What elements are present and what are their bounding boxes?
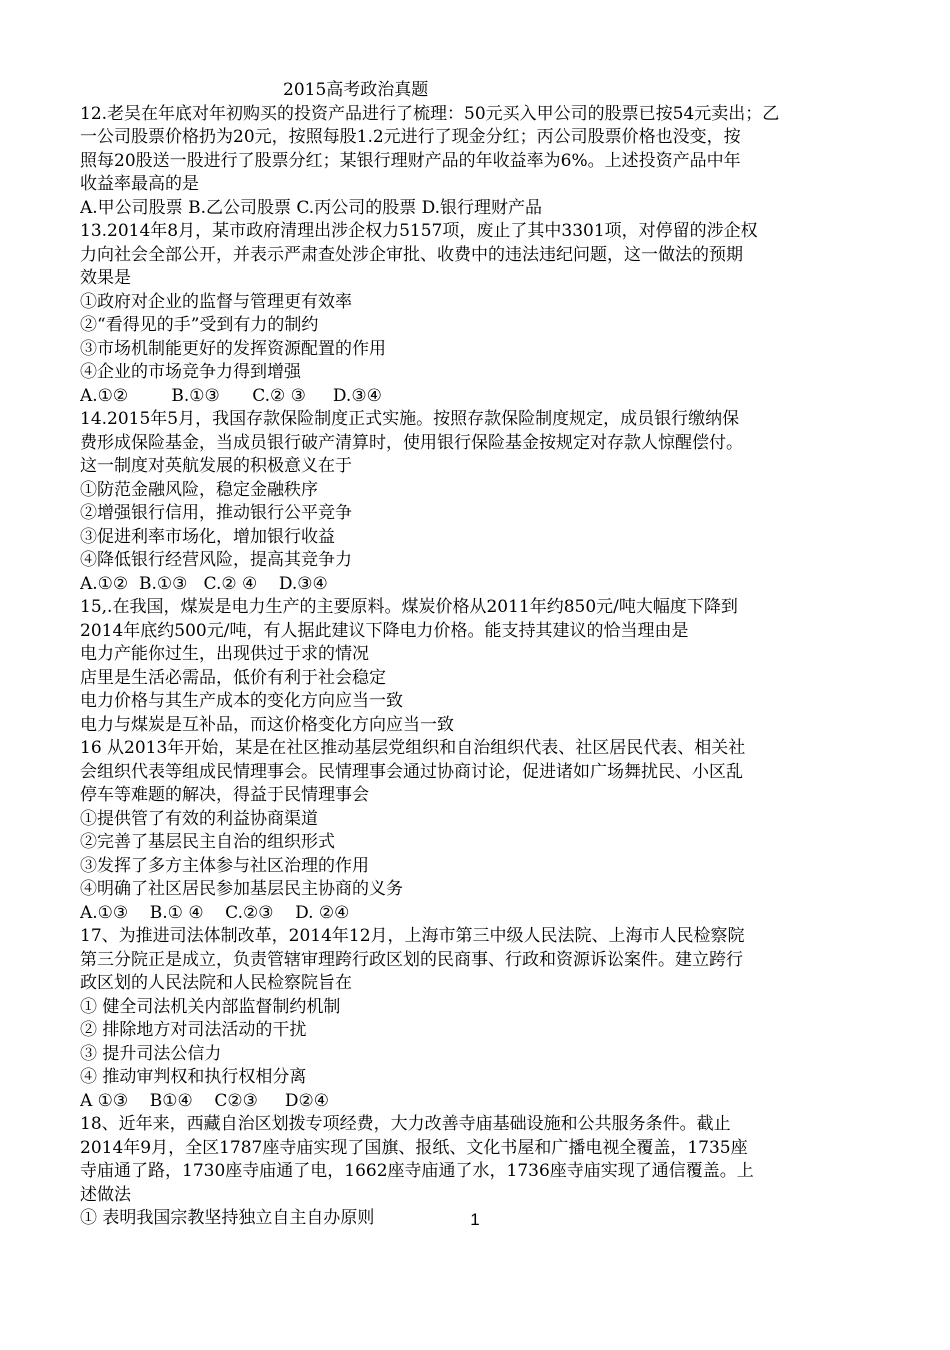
text-line: ④ 推动审判权和执行权相分离: [80, 1067, 307, 1087]
text-line: 费形成保险基金，当成员银行破产清算时，使用银行保险基金按规定对存款人惊醒偿付。: [80, 432, 743, 453]
text-line: ②完善了基层民主自治的组织形式: [80, 832, 335, 852]
text-line: 16 从2013年开始，某是在社区推动基层党组织和自治组织代表、社区居民代表、相关社: [80, 738, 746, 758]
document-body: [80, 79, 880, 1231]
text-line: 15,.在我国，煤炭是电力生产的主要原料。煤炭价格从2011年约850元/吨大幅度下降到: [80, 597, 738, 617]
text-line: 政区划的人民法院和人民检察院旨在: [80, 973, 352, 993]
text-line: 会组织代表等组成民情理事会。民情理事会通过协商讨论，促进诸如广场舞扰民、小区乱: [80, 761, 743, 782]
text-line: ③市场机制能更好的发挥资源配置的作用: [80, 338, 386, 359]
text-line: A.甲公司股票 B.乙公司股票 C.丙公司的股票 D.银行理财产品: [80, 197, 543, 218]
text-line: ①提供管了有效的利益协商渠道: [80, 808, 318, 829]
text-line: ③促进利率市场化，增加银行收益: [80, 526, 335, 547]
text-line: 力向社会全部公开，并表示严肃查处涉企审批、收费中的违法违纪问题，这一做法的预期: [80, 244, 743, 265]
text-line: ①政府对企业的监督与管理更有效率: [80, 291, 352, 312]
text-line: ③发挥了多方主体参与社区治理的作用: [80, 855, 369, 876]
text-line: 寺庙通了路，1730座寺庙通了电，1662座寺庙通了水，1736座寺庙实现了通信覆盖。上: [80, 1161, 754, 1181]
text-line: 2014年9月，全区1787座寺庙实现了国旗、报纸、文化书屋和广播电视全覆盖，1735座: [80, 1137, 748, 1158]
text-line: 第三分院正是成立，负责管辖审理跨行政区划的民商事、行政和资源诉讼案件。建立跨行: [80, 949, 743, 970]
page-number: 1: [470, 1210, 480, 1229]
text-line: 电力与煤炭是互补品，而这价格变化方向应当一致: [80, 714, 454, 735]
text-line: 电力产能你过生，出现供过于求的情况: [80, 644, 369, 664]
text-line: 14.2015年5月，我国存款保险制度正式实施。按照存款保险制度规定，成员银行缴纳保: [80, 409, 740, 429]
text-line: A.①② B.①③ C.② ③ D.③④: [80, 385, 382, 406]
text-line: ④明确了社区居民参加基层民主协商的义务: [80, 879, 403, 899]
text-line: 收益率最高的是: [80, 174, 199, 194]
text-line: 一公司股票价格扔为20元，按照每股1.2元进行了现金分红；丙公司股票价格也没变，按: [80, 127, 741, 147]
text-line: ① 表明我国宗教坚持独立自主自办原则: [80, 1208, 375, 1228]
text-line: 17、为推进司法体制改革，2014年12月，上海市第三中级人民法院、上海市人民检察院: [80, 926, 745, 946]
document-title: 2015高考政治真题: [283, 80, 429, 100]
text-line: ④降低银行经营风险，提高其竞争力: [80, 550, 352, 570]
text-line: 店里是生活必需品，低价有利于社会稳定: [80, 667, 386, 688]
text-line: 照每20股送一股进行了股票分红；某银行理财产品的年收益率为6%。上述投资产品中年: [80, 150, 741, 171]
text-line: ①防范金融风险，稳定金融秩序: [80, 479, 318, 500]
text-line: 2014年底约500元/吨，有人据此建议下降电力价格。能支持其建议的恰当理由是: [80, 620, 689, 641]
text-line: ② 排除地方对司法活动的干扰: [80, 1020, 307, 1040]
text-lines: [80, 103, 880, 1231]
text-line: ②“看得见的手”受到有力的制约: [80, 315, 319, 335]
text-line: 18、近年来，西藏自治区划拨专项经费，大力改善寺庙基础设施和公共服务条件。截止: [80, 1114, 731, 1134]
text-line: A.①③ B.① ④ C.②③ D. ②④: [80, 902, 350, 923]
text-line: ③ 提升司法公信力: [80, 1043, 222, 1064]
text-line: ① 健全司法机关内部监督制约机制: [80, 996, 341, 1017]
text-line: ②增强银行信用，推动银行公平竞争: [80, 503, 352, 523]
text-line: A.①② B.①③ C.② ④ D.③④: [80, 573, 328, 594]
text-line: A ①③ B①④ C②③ D②④: [80, 1090, 329, 1111]
text-line: 这一制度对英航发展的积极意义在于: [80, 456, 352, 476]
text-line: 效果是: [80, 268, 131, 288]
text-line: 停车等难题的解决，得益于民情理事会: [80, 785, 369, 805]
text-line: 13.2014年8月，某市政府清理出涉企权力5157项，废止了其中3301项，对停留的涉企权: [80, 221, 758, 241]
text-line: 电力价格与其生产成本的变化方向应当一致: [80, 691, 403, 711]
text-line: ④企业的市场竞争力得到增强: [80, 362, 301, 382]
text-line: 述做法: [80, 1184, 131, 1205]
text-line: 12.老吴在年底对年初购买的投资产品进行了梳理：50元买入甲公司的股票已按54元卖出；乙: [80, 103, 780, 124]
